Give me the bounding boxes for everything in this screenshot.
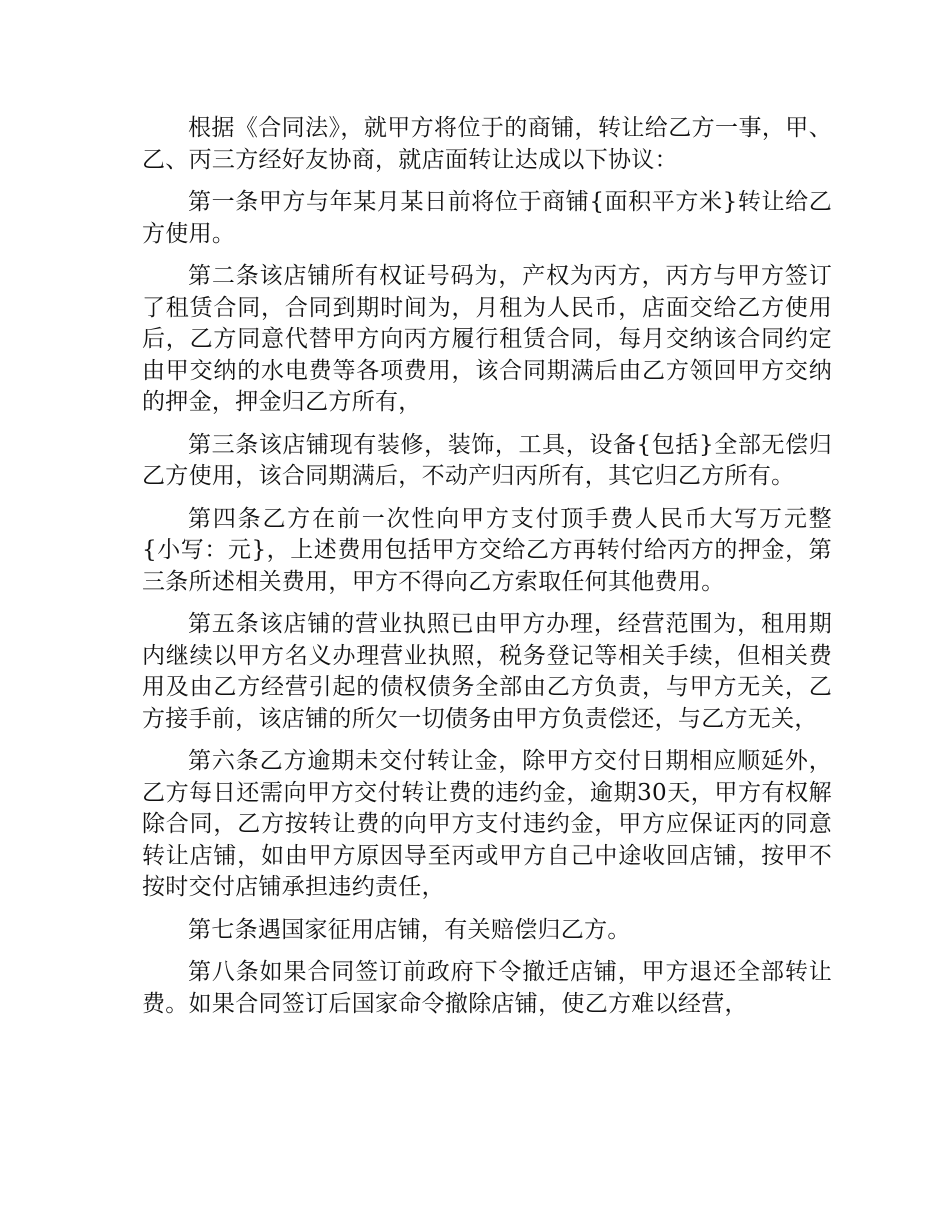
paragraph-article-4: 第四条乙方在前一次性向甲方支付顶手费人民币大写万元整{小写：元}，上述费用包括甲方交给乙方再转付给丙方的押金，第三条所述相关费用，甲方不得向乙方索取任何其他费用。 [142,505,832,595]
document-body [142,113,832,1031]
paragraph-article-1: 第一条甲方与年某月某日前将位于商铺{面积平方米}转让给乙方使用。 [142,189,832,247]
paragraph-article-2: 第二条该店铺所有权证号码为，产权为丙方，丙方与甲方签订了租赁合同，合同到期时间为，月租为人民币，店面交给乙方使用后，乙方同意代替甲方向丙方履行租赁合同，每月交纳该合同约定由甲交纳的水电费等各项费用，该合同期满后由乙方领回甲方交纳的押金，押金归乙方所有， [142,263,832,415]
paragraph-article-3: 第三条该店铺现有装修，装饰，工具，设备{包括}全部无偿归乙方使用，该合同期满后，不动产归丙所有，其它归乙方所有。 [142,431,832,489]
paragraph-article-7: 第七条遇国家征用店铺，有关赔偿归乙方。 [188,916,631,943]
paragraph-article-6: 第六条乙方逾期未交付转让金，除甲方交付日期相应顺延外，乙方每日还需向甲方交付转让费的违约金，逾期30天，甲方有权解除合同，乙方按转让费的向甲方支付违约金，甲方应保证丙的同意转让店铺，如由甲方原因导至丙或甲方自己中途收回店铺，按甲不按时交付店铺承担违约责任， [142,748,832,900]
paragraph-article-5: 第五条该店铺的营业执照已由甲方办理，经营范围为，租用期内继续以甲方名义办理营业执照，税务登记等相关手续，但相关费用及由乙方经营引起的债权债务全部由乙方负责，与甲方无关，乙方接手前，该店铺的所欠一切债务由甲方负责偿还，与乙方无关， [142,611,832,732]
paragraph-article-8: 第八条如果合同签订前政府下令撤迁店铺，甲方退还全部转让费。如果合同签订后国家命令撤除店铺，使乙方难以经营， [142,959,832,1017]
paragraph-preamble: 根据《合同法》，就甲方将位于的商铺，转让给乙方一事，甲、乙、丙三方经好友协商，就店面转让达成以下协议： [142,115,832,173]
